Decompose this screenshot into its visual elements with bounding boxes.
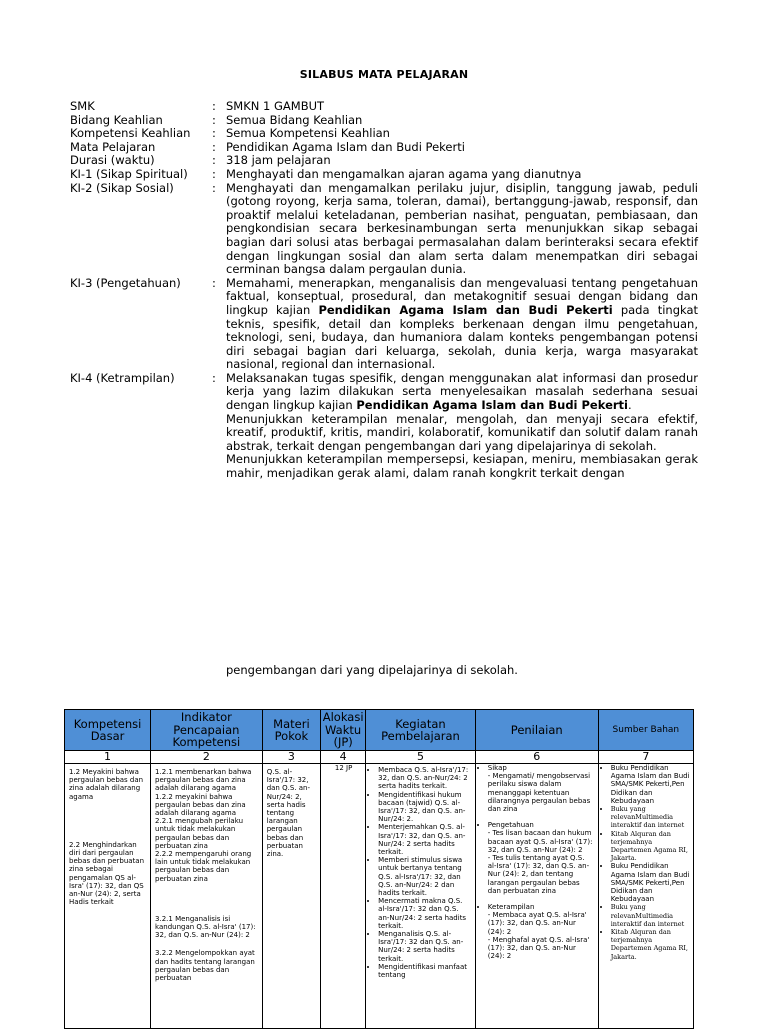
info-label: KI-1 (Sikap Spiritual) [70,166,188,181]
list-item: • Buku yang relevanMultimedia interaktif dan internet [611,805,690,830]
column-number: 2 [151,751,263,764]
column-number: 1 [65,751,151,764]
info-value: SMKN 1 GAMBUT [226,99,325,113]
cell-alokasi-waktu: 12 JP [321,764,366,1029]
info-label: Durasi (waktu) [70,153,155,168]
info-label: Kompetensi Keahlian [70,126,191,141]
info-row: Durasi (waktu) : 318 jam pelajaran [70,154,698,168]
table-number-row [65,751,694,764]
cell-indikator: 1.2.1 membenarkan bahwa pergaulan bebas dan zina adalah dilarang agama 1.2.2 meyakini bahwa pergaulan bebas dan zina adalah dilarang agama 2.2.1 mengubah perilaku untuk tidak melakukan pergaulan bebas dan perbuatan zina 2.2.2 mempengaruhi orang lain untuk tidak melakukan pergaulan bebas dan perbuatan zina 3.2.1 Menganalisis isi kandungan Q.S. al-Isra' (17): 32, dan Q.S. an-Nur (24): 2 3.2.2 Mengelompokkan ayat dan hadits tentang larangan pergaulan bebas dan perbuatan [151,764,263,1029]
info-value: 318 jam pelajaran [226,153,331,168]
header-penilaian: Penilaian [475,710,598,751]
info-value: Pendidikan Agama Islam dan Budi Pekerti [226,139,465,154]
list-item: • Kitab Alquran dan terjemahnya Departemen Agama RI, Jakarta. [611,928,690,961]
ki3-value: Memahami, menerapkan, menganalisis dan mengevaluasi tentang pengetahuan faktual, konseptual, prosedural, dan metakognitif sesuai dengan bidang dan lingkup kajian Pendidikan Agama Islam dan Budi Pekerti pada tingkat teknis, spesifik, detail dan kompleks berkenaan dengan ilmu pengetahuan, teknologi, seni, budaya, dan humaniora dalam konteks pengembangan potensi diri sebagai bagian dari keluarga, sekolah, dunia kerja, warga masyarakat nasional, regional dan internasional. [226,275,699,372]
info-value: Semua Bidang Keahlian [226,112,363,127]
info-row: Bidang Keahlian : Semua Bidang Keahlian [70,114,698,128]
info-value: Menghayati dan mengamalkan ajaran agama yang dianutnya [226,166,582,181]
info-row: Mata Pelajaran : Pendidikan Agama Islam dan Budi Pekerti [70,141,698,155]
list-item: • Memberi stimulus siswa untuk bertanya tentang Q.S. al-Isra'/17: 32, dan Q.S. an-Nur/24: 2 dan hadits terkait. [378,856,472,897]
column-number: 3 [262,751,320,764]
info-value: Menghayati dan mengamalkan perilaku jujur, disiplin, tanggung jawab, peduli (gotong royong, kerja sama, toleran, damai), bertanggung-jawab, responsif, dan proaktif melalui keteladanan, pemberian nasihat, penguatan, pembiasaan, dan pengkondisian secara berkesinambungan serta menunjukkan sikap sebagai bagian dari solusi atas berbagai permasalahan dalam berinteraksi secara efektif dengan lingkungan sosial dan alam serta dalam menempatkan diri sebagai cerminan bangsa dalam pergaulan dunia. [226,180,698,277]
cell-materi-pokok: Q.S. al-Isra'/17: 32, dan Q.S. an-Nur/24: 2, serta hadis tentang larangan pergaulan bebas dan perbuatan zina. [262,764,320,1029]
header-kompetensi-dasar: Kompetensi Dasar [65,710,151,751]
ki4-row: KI-4 (Ketrampilan) : Melaksanakan tugas spesifik, dengan menggunakan alat informasi dan prosedur kerja yang lazim dilakukan serta menyelesaikan masalah sederhana sesuai dengan lingkup kajian Pendidikan Agama Islam dan Budi Pekerti. Menunjukkan keterampilan menalar, mengolah, dan menyaji secara efektif, kreatif, produktif, kritis, mandiri, kolaboratif, komunikatif dan solutif dalam ranah abstrak, terkait dengan pengembangan dari yang dipelajarinya di sekolah. Menunjukkan keterampilan mempersepsi, kesiapan, meniru, membiasakan gerak mahir, menjadikan gerak alami, dalam ranah kongkrit terkait dengan [70,370,698,481]
ki4-continuation: pengembangan dari yang dipelajarinya di sekolah. [226,663,518,677]
list-item: • Buku yang relevanMultimedia interaktif dan internet [611,903,690,928]
cell-penilaian: • Sikap - Mengamati/ mengobservasi perilaku siswa dalam menanggapi ketentuan dilarangnya pergaulan bebas dan zina • Pengetahuan - Tes lisan bacaan dan hukum bacaan ayat Q.S. al-Isra' (17): 32, dan Q.S. an-Nur (24): 2 - Tes tulis tentang ayat Q.S. al-Isra' (17): 32, dan Q.S. an-Nur (24): 2, dan tentang larangan pergaulan bebas dan perbuatan zina • Keterampilan - Membaca ayat Q.S. al-Isra' (17): 32, dan Q.S. an-Nur (24): 2 - Menghafal ayat Q.S. al-Isra' (17): 32, dan Q.S. an-Nur (24): 2 [475,764,598,1029]
column-number: 6 [475,751,598,764]
header-indikator: Indikator Pencapaian Kompetensi [151,710,263,751]
header-alokasi-waktu: Alokasi Waktu (JP) [321,710,366,751]
info-label: KI-2 (Sikap Sosial) [70,180,174,195]
list-item: • Buku Pendidikan Agama Islam dan Budi SMA/SMK Pekerti,Pen Didikan dan Kebudayaan [611,862,690,903]
syllabus-table [64,709,694,1029]
info-label: KI-3 (Pengetahuan) [70,275,181,290]
header-materi-pokok: Materi Pokok [262,710,320,751]
info-label: KI-4 (Ketrampilan) [70,370,175,385]
list-item: • Menganalisis Q.S. al-Isra'/17: 32 dan Q.S. an-Nur/24: 2 serta hadits terkait. [378,930,472,963]
header-sumber-bahan: Sumber Bahan [598,710,693,751]
list-item: • Mengidentifikasi hukum bacaan (tajwid) Q.S. al-Isra'/17: 32, dan Q.S. an-Nur/24: 2. [378,791,472,824]
list-item: • Kitab Alquran dan terjemahnya Departemen Agama RI, Jakarta. [611,830,690,863]
syllabus-info [70,100,698,481]
list-item: • Mengidentifikasi manfaat tentang [378,963,472,979]
list-item: • Sikap [488,764,595,772]
ki3-row: KI-3 (Pengetahuan) : Memahami, menerapkan, menganalisis dan mengevaluasi tentang pengetahuan faktual, konseptual, prosedural, dan metakognitif sesuai dengan bidang dan lingkup kajian Pendidikan Agama Islam dan Budi Pekerti pada tingkat teknis, spesifik, detail dan kompleks berkenaan dengan ilmu pengetahuan, teknologi, seni, budaya, dan humaniora dalam konteks pengembangan potensi diri sebagai bagian dari keluarga, sekolah, dunia kerja, warga masyarakat nasional, regional dan internasional. [70,275,699,372]
info-row: KI-2 (Sikap Sosial) : Menghayati dan mengamalkan perilaku jujur, disiplin, tanggung jawab, peduli (gotong royong, kerja sama, toleran, damai), bertanggung-jawab, responsif, dan proaktif melalui keteladanan, pemberian nasihat, penguatan, pembiasaan, dan pengkondisian secara berkesinambungan serta menunjukkan sikap sebagai bagian dari solusi atas berbagai permasalahan dalam berinteraksi secara efektif dengan lingkungan sosial dan alam serta dalam menempatkan diri sebagai cerminan bangsa dalam pergaulan dunia. [70,180,698,277]
info-row: SMK : SMKN 1 GAMBUT [70,100,698,114]
list-item: • Membaca Q.S. al-Isra'/17: 32, dan Q.S. an-Nur/24: 2 serta hadits terkait. [378,766,472,791]
list-item: • Menterjemahkan Q.S. al-Isra'/17: 32, dan Q.S. an-Nur/24: 2 serta hadits terkait. [378,823,472,856]
column-number: 4 [321,751,366,764]
info-value: Semua Kompetensi Keahlian [226,126,390,141]
info-label: SMK [70,99,95,113]
column-number: 5 [366,751,476,764]
table-row [65,764,694,1029]
document-title: SILABUS MATA PELAJARAN [299,68,469,81]
header-kegiatan: Kegiatan Pembelajaran [366,710,476,751]
list-item: • Keterampilan [488,903,595,911]
info-row: KI-1 (Sikap Spiritual) : Menghayati dan mengamalkan ajaran agama yang dianutnya [70,168,698,182]
info-label: Bidang Keahlian [70,112,163,127]
cell-kegiatan [366,764,476,1029]
info-label: Mata Pelajaran [70,139,156,154]
cell-kompetensi-dasar: 1.2 Meyakini bahwa pergaulan bebas dan zina adalah dilarang agama 2.2 Menghindarkan diri dari pergaulan bebas dan perbuatan zina sebagai pengamalan QS al-Isra' (17): 32, dan QS an-Nur (24): 2, serta Hadis terkait [65,764,151,1029]
cell-sumber-bahan [598,764,693,1029]
list-item: • Pengetahuan [488,821,595,829]
info-row: Kompetensi Keahlian : Semua Kompetensi Keahlian [70,127,698,141]
list-item: • Mencermati makna Q.S. al-Isra'/17: 32 dan Q.S. an-Nur/24: 2 serta hadits terkait. [378,897,472,930]
column-number: 7 [598,751,693,764]
ki4-value: Melaksanakan tugas spesifik, dengan menggunakan alat informasi dan prosedur kerja yang lazim dilakukan serta menyelesaikan masalah sederhana sesuai dengan lingkup kajian Pendidikan Agama Islam dan Budi Pekerti. Menunjukkan keterampilan menalar, mengolah, dan menyaji secara efektif, kreatif, produktif, kritis, mandiri, kolaboratif, komunikatif dan solutif dalam ranah abstrak, terkait dengan pengembangan dari yang dipelajarinya di sekolah. Menunjukkan keterampilan mempersepsi, kesiapan, meniru, membiasakan gerak mahir, menjadikan gerak alami, dalam ranah kongkrit terkait dengan [226,370,698,481]
table-header-row [65,710,694,751]
list-item: • Buku Pendidikan Agama Islam dan Budi SMA/SMK Pekerti,Pen Didikan dan Kebudayaan [611,764,690,805]
